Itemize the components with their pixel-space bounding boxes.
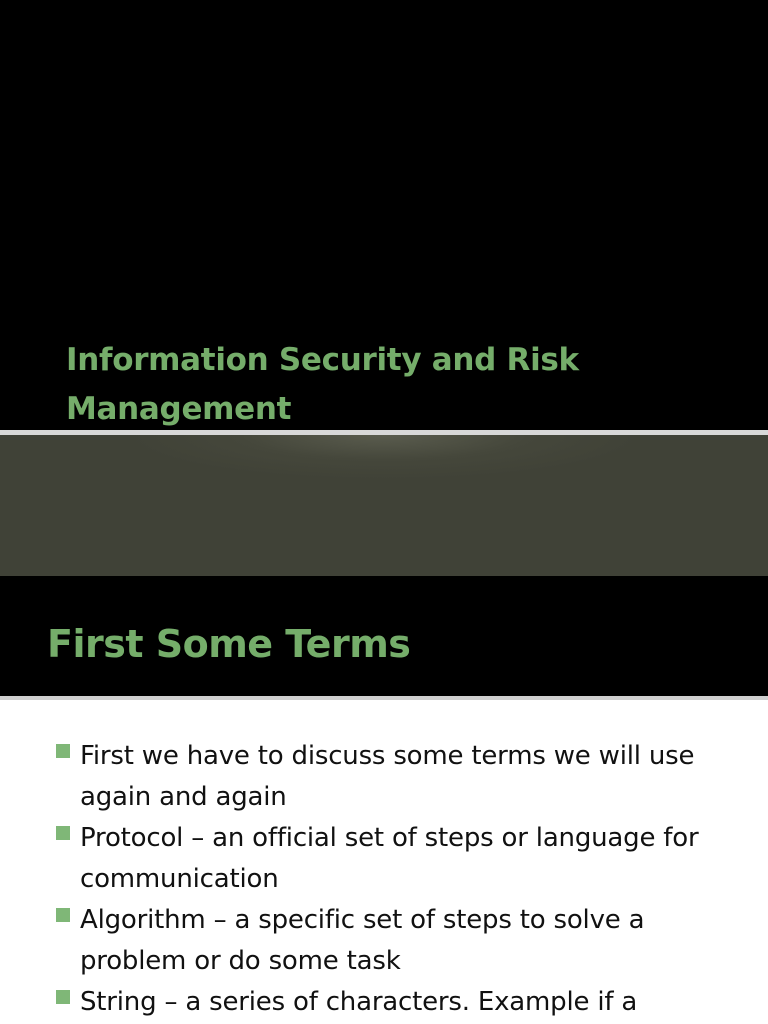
terms-slide <box>0 576 768 1024</box>
square-bullet-icon <box>56 826 70 840</box>
bullet-item <box>56 736 726 818</box>
square-bullet-icon <box>56 908 70 922</box>
bullet-text: String – a series of characters. Example if a <box>80 987 638 1017</box>
title-slide-heading: Information Security and Risk Management <box>66 342 579 427</box>
bullet-text: Algorithm – a specific set of steps to solve a problem or do some task <box>80 905 645 976</box>
bullet-item <box>56 900 726 982</box>
bullet-list <box>56 736 726 1023</box>
bullet-item <box>56 818 726 900</box>
terms-slide-body <box>0 700 768 1024</box>
terms-slide-header <box>0 576 768 696</box>
terms-slide-title: First Some Terms <box>47 622 411 666</box>
square-bullet-icon <box>56 990 70 1004</box>
title-slide-band <box>0 435 768 576</box>
square-bullet-icon <box>56 744 70 758</box>
bullet-text: First we have to discuss some terms we will use again and again <box>80 741 695 812</box>
bullet-text: Protocol – an official set of steps or language for communication <box>80 823 699 894</box>
bullet-item <box>56 982 726 1023</box>
